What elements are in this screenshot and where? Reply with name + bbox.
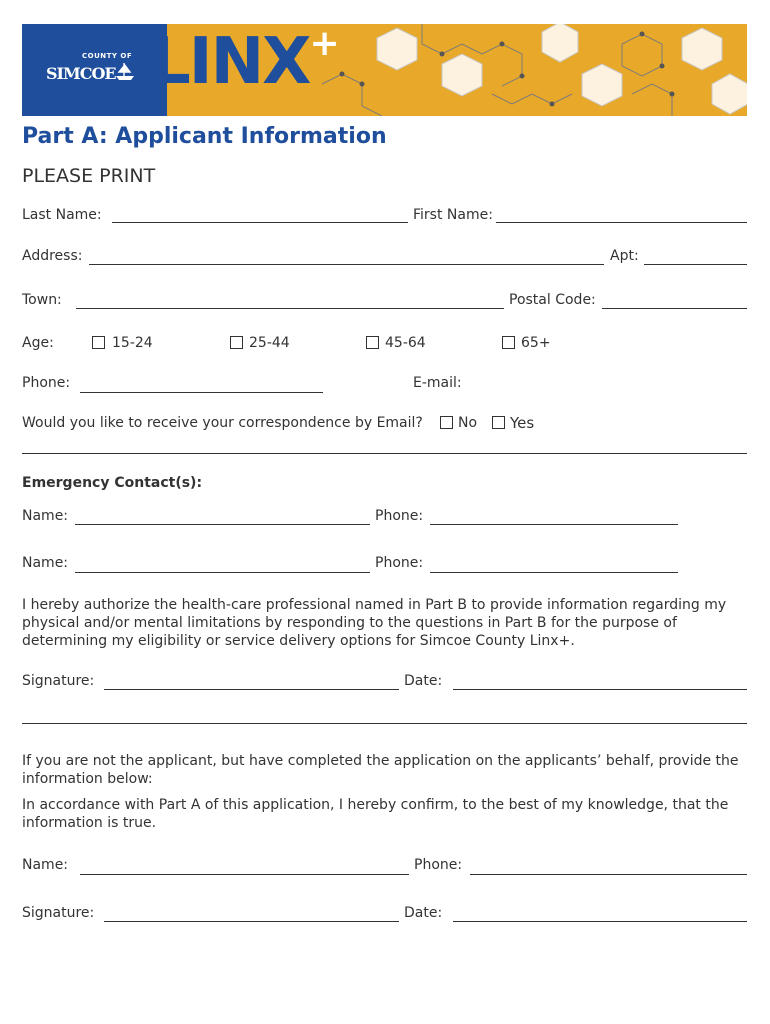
correspondence-no-checkbox[interactable] xyxy=(440,416,453,429)
phone-label: Phone: xyxy=(22,375,71,391)
rep-signature-label: Signature: xyxy=(22,905,95,921)
phone-field[interactable] xyxy=(80,392,323,393)
authorization-text: I hereby authorize the health-care professional named in Part B to provide information regarding my physical and/or mental limitations by responding to the questions in Part B for the purpose of determining my eligibility or service delivery options for Simcoe County Linx+. xyxy=(22,597,727,649)
rep-signature-field[interactable] xyxy=(104,921,399,922)
signature-field[interactable] xyxy=(104,689,399,690)
age-label: Age: xyxy=(22,335,54,351)
postal-code-label: Postal Code: xyxy=(509,292,596,308)
address-label: Address: xyxy=(22,248,83,264)
linx-plus: + xyxy=(309,24,338,64)
first-name-label: First Name: xyxy=(413,207,493,223)
signature-label: Signature: xyxy=(22,673,95,689)
emergency-name-1-field[interactable] xyxy=(75,524,370,525)
age-65-plus-checkbox[interactable] xyxy=(502,336,515,349)
email-label: E-mail: xyxy=(413,375,462,391)
address-field[interactable] xyxy=(89,264,604,265)
emergency-contacts-heading: Emergency Contact(s): xyxy=(22,475,203,491)
correspondence-yes-label: Yes xyxy=(510,414,535,432)
ship-icon xyxy=(114,60,136,82)
emergency-phone-1-field[interactable] xyxy=(430,524,678,525)
last-name-field[interactable] xyxy=(112,222,408,223)
rep-name-label: Name: xyxy=(22,857,69,873)
emergency-name-2-field[interactable] xyxy=(75,572,370,573)
linx-wordmark: LINX xyxy=(150,25,310,99)
apt-label: Apt: xyxy=(610,248,639,264)
not-applicant-text: If you are not the applicant, but have completed the application on the applicants’ behalf, provide the information below: xyxy=(22,753,739,787)
first-name-field[interactable] xyxy=(496,222,747,223)
header-banner xyxy=(22,24,747,116)
linx-logo xyxy=(150,24,338,99)
page-title: Part A: Applicant Information xyxy=(22,124,387,149)
correspondence-question: Would you like to receive your correspondence by Email? xyxy=(22,415,423,431)
section-divider-2 xyxy=(22,723,747,724)
emergency-name-2-label: Name: xyxy=(22,555,69,571)
correspondence-no-label: No xyxy=(458,415,478,431)
age-25-44-label: 25-44 xyxy=(249,335,290,351)
town-field[interactable] xyxy=(76,308,504,309)
logo-county-of: COUNTY OF xyxy=(82,52,133,60)
rep-date-field[interactable] xyxy=(453,921,747,922)
emergency-phone-2-label: Phone: xyxy=(375,555,424,571)
town-label: Town: xyxy=(22,292,62,308)
date-field[interactable] xyxy=(453,689,747,690)
last-name-label: Last Name: xyxy=(22,207,102,223)
rep-phone-field[interactable] xyxy=(470,874,747,875)
county-of-simcoe-logo xyxy=(34,46,144,104)
apt-field[interactable] xyxy=(644,264,747,265)
rep-phone-label: Phone: xyxy=(414,857,463,873)
age-65-plus-label: 65+ xyxy=(521,335,551,351)
logo-simcoe: SIMCOE xyxy=(46,64,116,83)
confirmation-text: In accordance with Part A of this application, I hereby confirm, to the best of my knowledge, that the information is true. xyxy=(22,797,729,831)
age-15-24-label: 15-24 xyxy=(112,335,153,351)
correspondence-yes-checkbox[interactable] xyxy=(492,416,505,429)
emergency-phone-1-label: Phone: xyxy=(375,508,424,524)
rep-date-label: Date: xyxy=(404,905,443,921)
section-divider xyxy=(22,453,747,454)
rep-name-field[interactable] xyxy=(80,874,409,875)
date-label: Date: xyxy=(404,673,443,689)
emergency-phone-2-field[interactable] xyxy=(430,572,678,573)
emergency-name-1-label: Name: xyxy=(22,508,69,524)
age-15-24-checkbox[interactable] xyxy=(92,336,105,349)
please-print-label: PLEASE PRINT xyxy=(22,165,156,187)
age-45-64-checkbox[interactable] xyxy=(366,336,379,349)
postal-code-field[interactable] xyxy=(602,308,747,309)
age-25-44-checkbox[interactable] xyxy=(230,336,243,349)
age-45-64-label: 45-64 xyxy=(385,335,426,351)
